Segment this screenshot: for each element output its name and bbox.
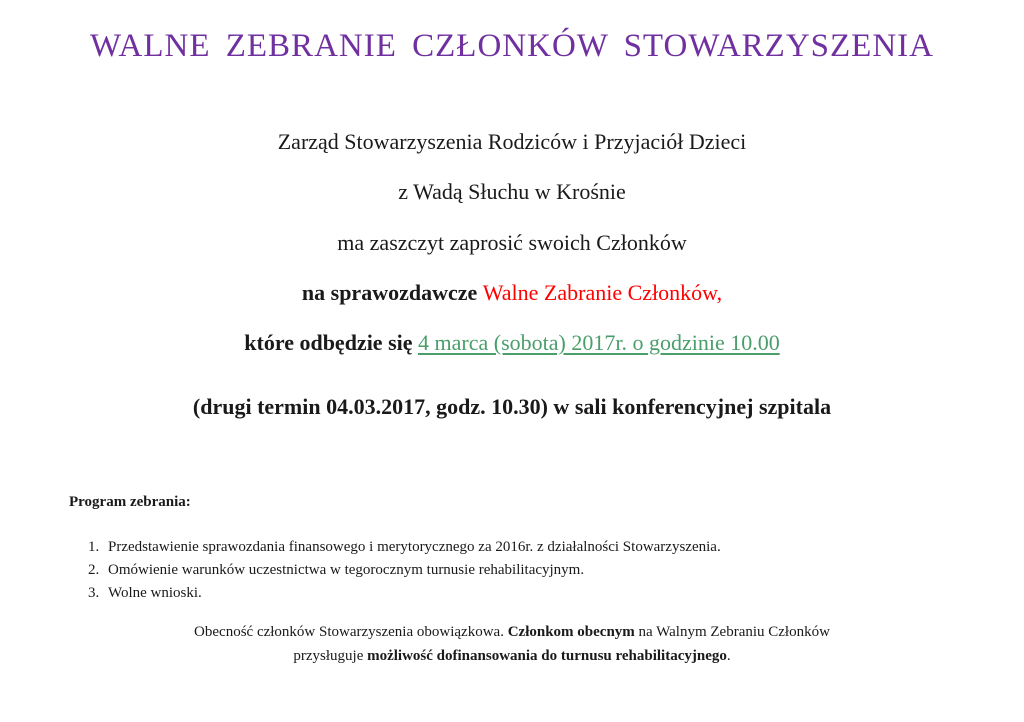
attendance-notice-line1 xyxy=(0,624,1024,641)
date-prefix: które odbędzie się xyxy=(244,330,419,355)
invitation-line-second-term: (drugi termin 04.03.2017, godz. 10.30) w sali konferencyjnej szpitala xyxy=(192,394,832,419)
agenda-item-text: Przedstawienie sprawozdania finansowego i merytorycznego za 2016r. z działalności Stowarzyszenia. xyxy=(108,539,721,555)
agenda-item xyxy=(88,538,721,561)
notice-emphasis: Członkom obecnym xyxy=(507,624,635,640)
event-prefix: na sprawozdawcze xyxy=(301,280,483,305)
invitation-line-event xyxy=(0,280,1024,306)
agenda-item-number: 2. xyxy=(88,562,100,578)
notice-text: przysługuje xyxy=(293,648,368,664)
notice-text: . xyxy=(726,648,731,664)
attendance-notice-line2 xyxy=(0,648,1024,665)
agenda-item-number: 3. xyxy=(88,585,100,601)
agenda-item xyxy=(88,584,721,607)
notice-text: na Walnym Zebraniu Członków xyxy=(634,624,830,640)
invitation-line-location: z Wadą Słuchu w Krośnie xyxy=(398,179,626,204)
agenda-item-text: Omówienie warunków uczestnictwa w tegorocznym turnusie rehabilitacyjnym. xyxy=(108,562,585,578)
invitation-line-organization: Zarząd Stowarzyszenia Rodziców i Przyjaciół Dzieci xyxy=(277,129,747,154)
invitation-line-invite: ma zaszczyt zaprosić swoich Członków xyxy=(337,230,687,255)
notice-text: Obecność członków Stowarzyszenia obowiązkowa. xyxy=(194,624,508,640)
agenda-item xyxy=(88,561,721,584)
program-heading: Program zebrania: xyxy=(69,494,191,510)
agenda-list xyxy=(88,538,721,607)
document-title: WALNE ZEBRANIE CZŁONKÓW STOWARZYSZENIA xyxy=(90,28,934,64)
event-name: Walne Zabranie Członków, xyxy=(482,280,723,305)
notice-emphasis: możliwość dofinansowania do turnusu rehabilitacyjnego xyxy=(367,648,727,664)
invitation-line-date xyxy=(0,330,1024,356)
event-date: 4 marca (sobota) 2017r. o godzinie 10.00 xyxy=(418,330,780,355)
agenda-item-number: 1. xyxy=(88,539,100,555)
agenda-item-text: Wolne wnioski. xyxy=(108,585,202,601)
